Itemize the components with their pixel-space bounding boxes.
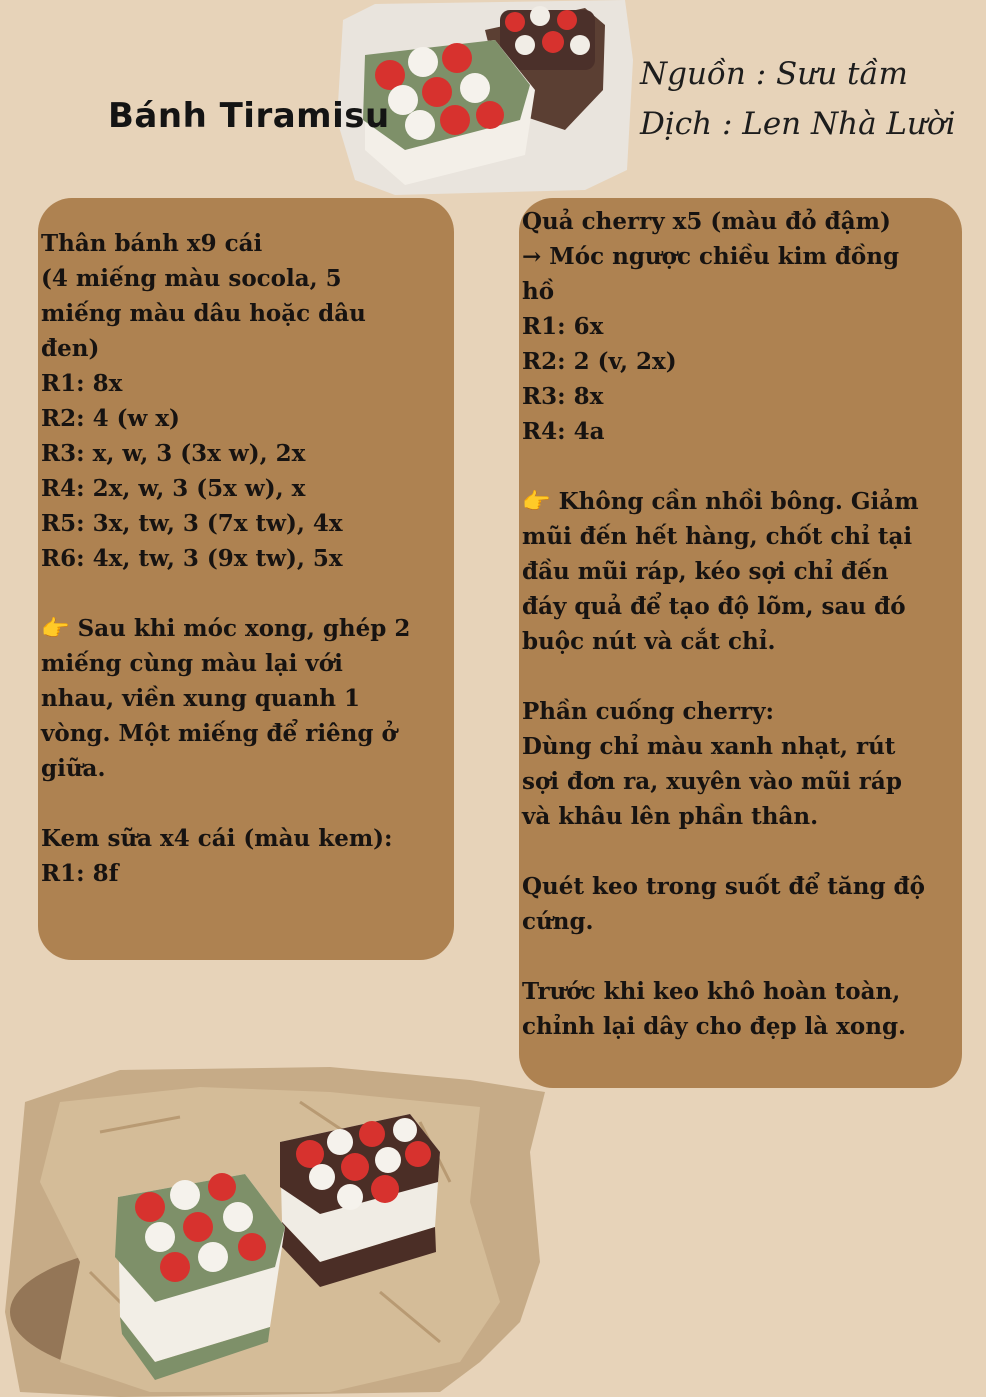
cake-body-instructions: Thân bánh x9 cái (4 miếng màu socola, 5 miếng màu dâu hoặc dâu đen) R1: 8x R2: 4 (w x) R3: x, w, 3 (3x w), 2x R4: 2x, w, 3 (5x w), x R5: 3x, tw, 3 (7x tw), 4x R6: 4x, tw, 3 (9x tw), 5x 👉 Sau khi móc xong, ghép 2 miếng cùng màu lại với nhau, viền xung quanh 1 vòng. Một miếng để riêng ở giữa. Kem sữa x4 cái (màu kem): R1: 8f: [38, 198, 454, 960]
cherry-instructions: Quả cherry x5 (màu đỏ đậm) → Móc ngược chiều kim đồng hồ R1: 6x R2: 2 (v, 2x) R3: 8x R4: 4a 👉 Không cần nhồi bông. Giảm mũi đến hết hàng, chốt chỉ tại đầu mũi ráp, kéo sợi chỉ đến đáy quả để tạo độ lõm, sau đó buộc nút và cắt chỉ. Phần cuống cherry: Dùng chỉ màu xanh nhạt, rút sợi đơn ra, xuyên vào mũi ráp và khâu lên phần thân. Quét keo trong suốt để tăng độ cứng. Trước khi keo khô hoàn toàn, chỉnh lại dây cho đẹp là xong.: [519, 198, 962, 1088]
translator-credit: Dịch : Len Nhà Lười: [640, 106, 956, 142]
page-title: Bánh Tiramisu: [108, 96, 390, 136]
bottom-cake-photo: [0, 1062, 560, 1397]
source-credit: Nguồn : Sưu tầm: [640, 56, 908, 92]
